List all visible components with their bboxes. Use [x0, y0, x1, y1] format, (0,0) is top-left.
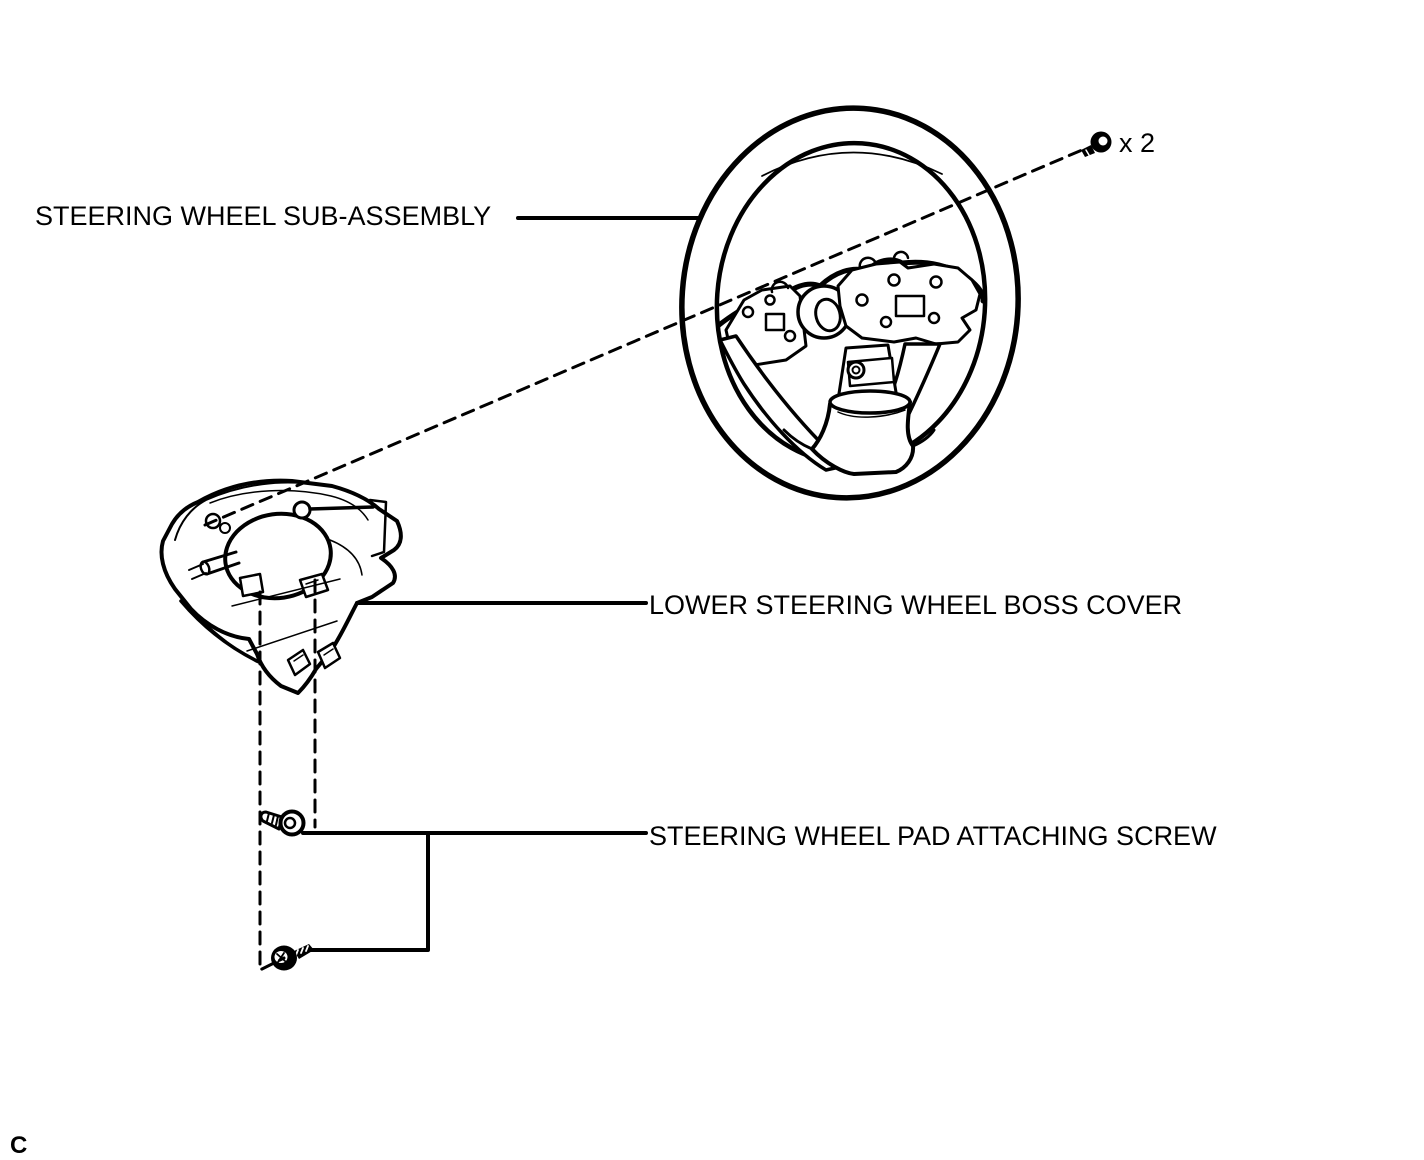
- boss-cover-drawing: [162, 481, 401, 693]
- page-letter: C: [10, 1132, 28, 1159]
- lower-pad-screw-drawing: [271, 944, 314, 971]
- upper-pad-screw-drawing: [261, 812, 304, 835]
- label-lower-steering-wheel-boss-cover: LOWER STEERING WHEEL BOSS COVER: [649, 590, 1183, 620]
- leader-pad-screw-bracket: [303, 833, 646, 950]
- label-steering-wheel-sub-assembly: STEERING WHEEL SUB-ASSEMBLY: [35, 201, 492, 231]
- rim-screw-drawing: [1081, 132, 1112, 158]
- label-steering-wheel-pad-attaching-screw: STEERING WHEEL PAD ATTACHING SCREW: [649, 821, 1217, 851]
- screw-quantity-label: x 2: [1119, 128, 1156, 158]
